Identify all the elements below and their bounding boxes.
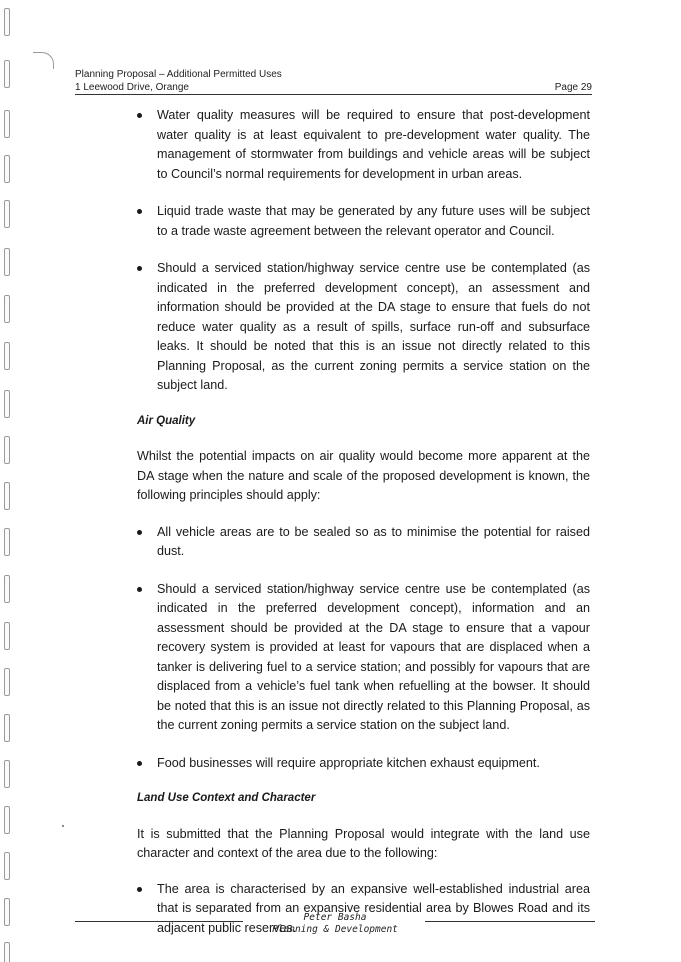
bullet-text: Water quality measures will be required to ensure that post-development water quality is at least equivalent to pre-development water quality. The management of stormwater from buildings and vehicle areas will be subject to Council’s normal requirements for development in urban areas. (157, 108, 590, 181)
bullet-dot (137, 887, 142, 892)
footer-rule-right (425, 921, 595, 922)
bullet-text: Should a serviced station/highway service centre use be contemplated (as indicated in the preferred development concept), information and an assessment should be provided at the DA stage to ensure that a vapour recovery system is provided at least for vapours that are displaced when a tanker is delivering fuel to a service station; and possibly for vapours that are displaced from a vehicle’s fuel tank when refuelling at the bowser. It should be noted that this is an issue not directly related to this Planning Proposal, as the current zoning permits a service station on the subject land. (157, 581, 590, 732)
section-heading-land-use: Land Use Context and Character (137, 792, 316, 804)
bullet-dot (137, 587, 142, 592)
page-curl-mark (33, 52, 54, 69)
bullet-dot (137, 761, 142, 766)
bullet-text: Liquid trade waste that may be generated by any future uses will be subject to a trade waste agreement between the relevant operator and Council. (157, 204, 590, 238)
footer-rule-left (75, 921, 243, 922)
list-item (137, 202, 590, 241)
header-address: 1 Leewood Drive, Orange (75, 82, 189, 93)
bullet-dot (137, 209, 142, 214)
scan-speck (62, 825, 64, 827)
bullet-text: Food businesses will require appropriate kitchen exhaust equipment. (157, 755, 540, 770)
paragraph-land-use-intro: It is submitted that the Planning Proposal would integrate with the land use character and context of the area due to the following: (137, 826, 590, 860)
list-item (137, 106, 590, 184)
list-item (137, 523, 590, 562)
header-rule (75, 94, 592, 95)
bullet-dot (137, 113, 142, 118)
list-item (137, 580, 590, 736)
header-title: Planning Proposal – Additional Permitted Uses (75, 69, 282, 80)
page-header (75, 68, 592, 94)
list-item (137, 259, 590, 396)
page-content (137, 106, 590, 938)
bullet-dot (137, 530, 142, 535)
bullet-text: All vehicle areas are to be sealed so as to minimise the potential for raised dust. (157, 524, 590, 558)
footer-company: Planning & Development (272, 924, 398, 935)
page-number: Page 29 (554, 82, 592, 93)
paragraph-air-quality-intro: Whilst the potential impacts on air quality would become more apparent at the DA stage when the nature and scale of the proposed development is known, the following principles should apply: (137, 449, 590, 502)
binder-holes (0, 0, 30, 962)
footer-author: Peter Basha (303, 912, 367, 923)
page-footer (250, 912, 420, 936)
bullet-dot (137, 266, 142, 271)
section-heading-air-quality: Air Quality (137, 414, 196, 427)
list-item (137, 754, 590, 774)
bullet-text: The area is characterised by an expansive well-established industrial area that is separated from an expansive residential area by Blowes Road and its adjacent public reserves. (157, 881, 590, 935)
bullet-text: Should a serviced station/highway service centre use be contemplated (as indicated in the preferred development concept), an assessment and information should be provided at the DA stage to ensure that fuels do not reduce water quality as a result of spills, surface run-off and subsurface leaks. It should be noted that this is an issue not directly related to this Planning Proposal, as the current zoning permits a service station on the subject land. (157, 261, 590, 392)
